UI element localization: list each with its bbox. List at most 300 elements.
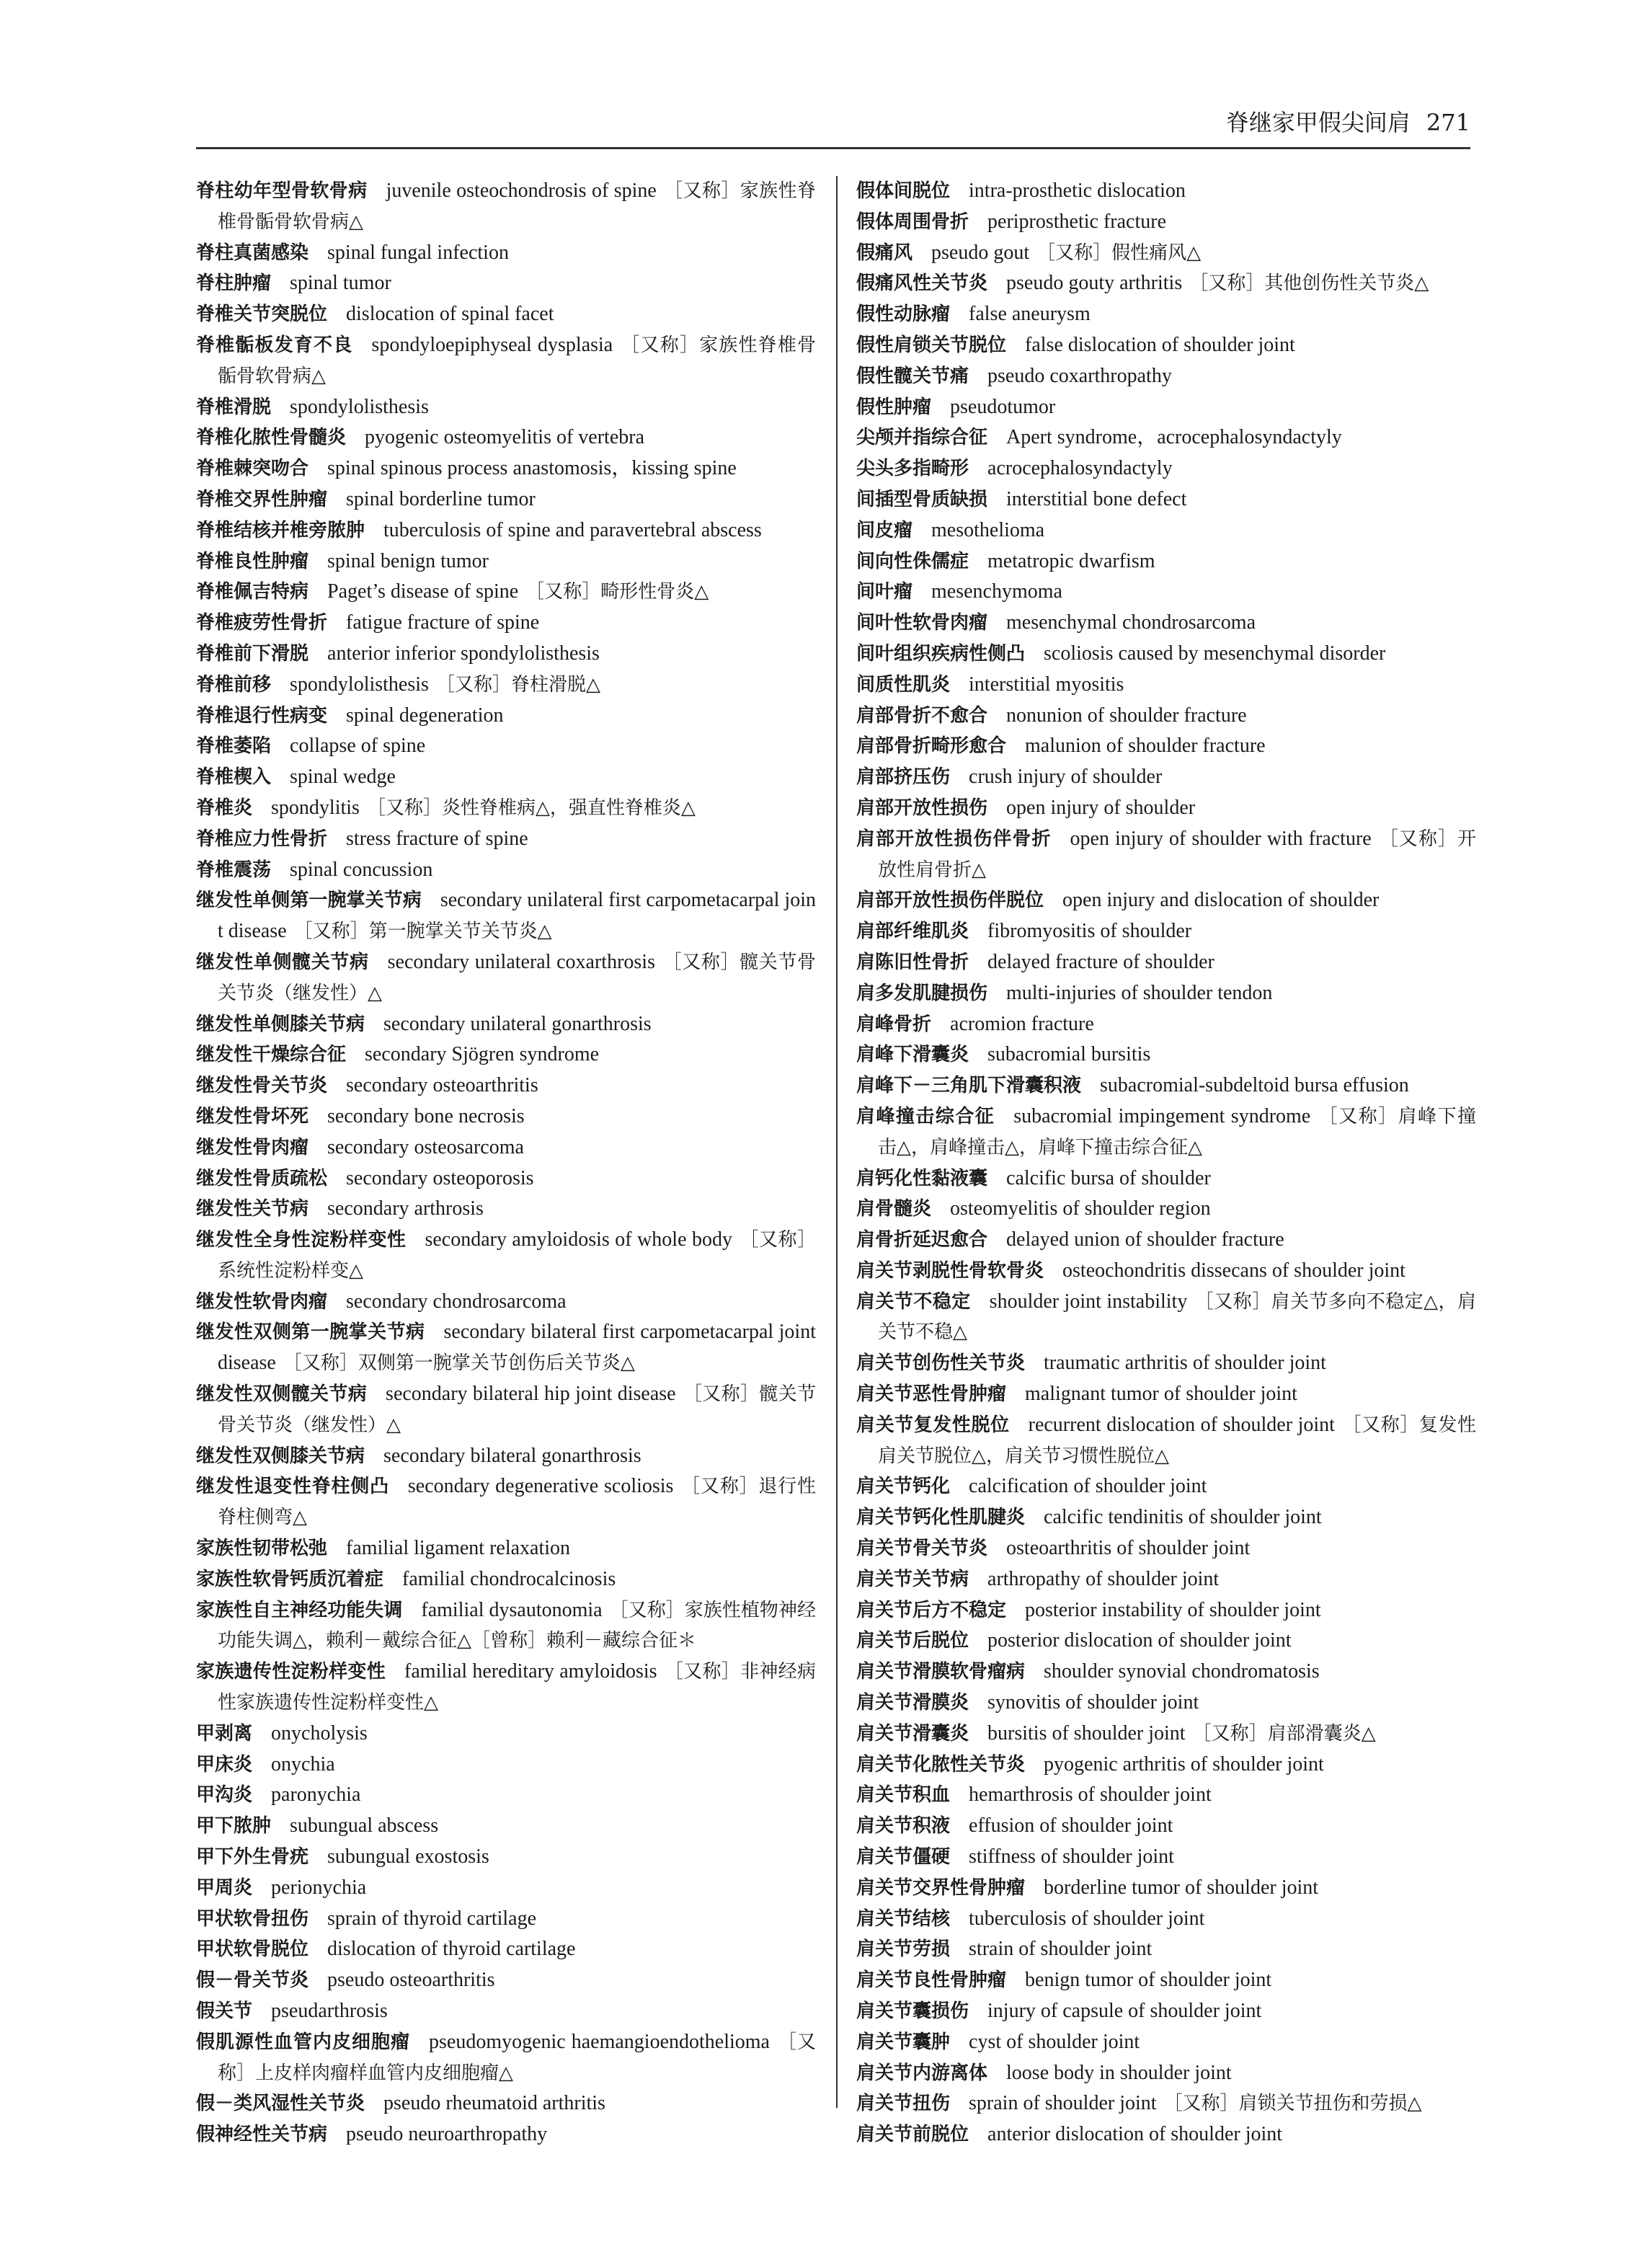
entry-english: familial hereditary amyloidosis (404, 1660, 657, 1683)
entry-term: 家族性软骨钙质沉着症 (196, 1568, 384, 1590)
glossary-entry (856, 1256, 1476, 1287)
glossary-entry (856, 238, 1476, 269)
glossary-entry (856, 916, 1476, 947)
entry-english: calcific tendinitis of shoulder joint (1044, 1506, 1322, 1529)
entry-term: 脊椎萎陷 (196, 735, 272, 758)
entry-term: 肩关节劳损 (856, 1938, 951, 1961)
entry-english: familial ligament relaxation (346, 1537, 571, 1560)
entry-note: ［又称］双侧第一腕掌关节创伤后关节炎△ (283, 1352, 635, 1375)
entry-english: open injury of shoulder with fracture (1070, 827, 1372, 850)
right-column (856, 176, 1476, 2150)
glossary-entry (856, 978, 1476, 1009)
glossary-entry (856, 824, 1476, 886)
entry-english: spinal spinous process anastomosis，kissing spine (327, 457, 737, 480)
glossary-entry (196, 1873, 816, 1904)
entry-term: 脊椎佩吉特病 (196, 581, 309, 603)
column-divider (836, 176, 838, 2108)
entry-term: 肩关节关节病 (856, 1568, 969, 1590)
glossary-entry (196, 1996, 816, 2027)
glossary-entry (196, 484, 816, 515)
glossary-entry (196, 577, 816, 608)
entry-english: pseudo rheumatoid arthritis (383, 2092, 605, 2115)
entry-english: pseudotumor (950, 395, 1056, 418)
glossary-entry (856, 1348, 1476, 1379)
entry-english: spinal tumor (290, 272, 391, 295)
glossary-entry (856, 1471, 1476, 1502)
entry-note: ［又称］非神经病性家族遗传性淀粉样变性△ (218, 1661, 816, 1714)
entry-english: secondary Sjögren syndrome (365, 1043, 600, 1066)
entry-note: ［又称］肩锁关节扭伤和劳损△ (1163, 2093, 1422, 2115)
entry-english: perionychia (271, 1876, 367, 1899)
entry-english: pyogenic arthritis of shoulder joint (1044, 1752, 1324, 1776)
glossary-entry (856, 793, 1476, 824)
entry-term: 肩关节剥脱性骨软骨炎 (856, 1259, 1044, 1282)
entry-english: secondary amyloidosis of whole body (425, 1228, 733, 1251)
entry-term: 继发性单侧髋关节病 (196, 951, 369, 973)
glossary-entry (196, 1225, 816, 1287)
entry-english: open injury and dislocation of shoulder (1062, 889, 1380, 912)
glossary-entry (856, 2027, 1476, 2058)
entry-english: multi-injuries of shoulder tendon (1006, 981, 1273, 1004)
glossary-entry (196, 731, 816, 762)
glossary-entry (196, 1657, 816, 1719)
entry-term: 肩关节扭伤 (856, 2093, 951, 2115)
glossary-entry (196, 762, 816, 793)
entry-english: onycholysis (271, 1721, 368, 1745)
glossary-entry (856, 1379, 1476, 1410)
entry-term: 肩关节良性骨肿瘤 (856, 1969, 1007, 1992)
entry-english: delayed union of shoulder fracture (1006, 1228, 1284, 1251)
entry-english: dislocation of thyroid cartilage (327, 1938, 576, 1961)
entry-note: ［又称］畸形性骨炎△ (525, 581, 709, 603)
glossary-entry (196, 2027, 816, 2089)
entry-term: 肩部骨折不愈合 (856, 704, 988, 727)
entry-english: hemarthrosis of shoulder joint (969, 1783, 1212, 1807)
entry-english: malunion of shoulder fracture (1025, 735, 1266, 758)
entry-english: anterior dislocation of shoulder joint (987, 2123, 1283, 2146)
glossary-entry (196, 1564, 816, 1595)
glossary-entry (196, 885, 816, 947)
entry-english: secondary arthrosis (327, 1197, 484, 1220)
entry-note: ［又称］肩峰下撞击△，肩峰撞击△，肩峰下撞击综合征△ (878, 1105, 1476, 1158)
entry-term: 继发性骨关节炎 (196, 1075, 328, 1097)
entry-term: 肩关节积液 (856, 1815, 951, 1838)
glossary-entry (856, 330, 1476, 361)
entry-english: borderline tumor of shoulder joint (1044, 1876, 1319, 1899)
entry-english: recurrent dislocation of shoulder joint (1028, 1413, 1335, 1436)
entry-english: sprain of shoulder joint (969, 2092, 1157, 2115)
entry-term: 甲床炎 (196, 1753, 253, 1776)
entry-term: 肩关节恶性骨肿瘤 (856, 1383, 1007, 1406)
glossary-entry (196, 299, 816, 330)
glossary-entry (856, 1842, 1476, 1873)
glossary-entry (856, 701, 1476, 732)
glossary-entry (856, 361, 1476, 392)
entry-english: familial dysautonomia (421, 1598, 603, 1621)
glossary-entry (196, 453, 816, 484)
glossary-entry (856, 1996, 1476, 2027)
entry-english: stiffness of shoulder joint (969, 1845, 1174, 1869)
entry-english: osteochondritis dissecans of shoulder joint (1062, 1259, 1405, 1282)
entry-term: 肩关节僵硬 (856, 1846, 951, 1869)
glossary-entry (856, 1163, 1476, 1194)
glossary-entry (856, 1688, 1476, 1719)
entry-note: ［又称］家族性脊椎骨骺骨软骨病△ (218, 334, 816, 387)
glossary-entry (856, 2119, 1476, 2150)
entry-term: 继发性骨坏死 (196, 1105, 309, 1127)
glossary-entry (196, 1379, 816, 1441)
glossary-entry (856, 670, 1476, 701)
glossary-entry (196, 1780, 816, 1811)
entry-term: 肩关节骨关节炎 (856, 1538, 988, 1560)
entry-term: 脊椎应力性骨折 (196, 828, 328, 850)
entry-term: 肩关节化脓性关节炎 (856, 1753, 1026, 1776)
entry-term: 脊椎结核并椎旁脓肿 (196, 519, 365, 541)
glossary-entry (856, 1719, 1476, 1750)
glossary-entry (856, 392, 1476, 423)
entry-english: onychia (271, 1752, 335, 1776)
entry-note: ［又称］髋关节骨关节炎（继发性）△ (218, 1383, 816, 1436)
glossary-entry (856, 1934, 1476, 1965)
entry-english: subungual exostosis (327, 1845, 489, 1869)
entry-english: intra-prosthetic dislocation (969, 179, 1186, 202)
left-column (196, 176, 816, 2150)
entry-english: spinal degeneration (346, 704, 504, 727)
entry-note: ［又称］髋关节骨关节炎（继发性）△ (218, 951, 816, 1004)
entry-note: ［又称］系统性淀粉样变△ (218, 1229, 816, 1282)
entry-english: pseudo neuroarthropathy (346, 2123, 548, 2146)
entry-term: 脊椎棘突吻合 (196, 458, 309, 480)
entry-english: shoulder joint instability (989, 1290, 1188, 1313)
entry-term: 肩关节滑囊炎 (856, 1722, 969, 1745)
entry-term: 假痛风性关节炎 (856, 272, 988, 295)
glossary-entry (856, 608, 1476, 639)
glossary-entry (196, 422, 816, 453)
entry-english: spinal wedge (290, 766, 396, 789)
entry-term: 假性肩锁关节脱位 (856, 334, 1007, 356)
entry-english: traumatic arthritis of shoulder joint (1044, 1352, 1326, 1375)
glossary-entry (196, 1132, 816, 1163)
entry-term: 脊椎炎 (196, 797, 253, 819)
glossary-entry (196, 1071, 816, 1102)
entry-english: mesenchymal chondrosarcoma (1006, 611, 1256, 634)
entry-term: 家族性自主神经功能失调 (196, 1599, 403, 1621)
glossary-entry (856, 1904, 1476, 1935)
glossary-entry (196, 1040, 816, 1071)
entry-english: pseudarthrosis (271, 2000, 388, 2023)
entry-english: secondary degenerative scoliosis (407, 1475, 674, 1498)
entry-english: interstitial bone defect (1006, 487, 1187, 510)
entry-term: 脊柱肿瘤 (196, 272, 272, 295)
entry-term: 肩关节积血 (856, 1784, 951, 1807)
entry-term: 继发性软骨肉瘤 (196, 1290, 328, 1313)
entry-english: secondary bone necrosis (327, 1104, 525, 1127)
entry-term: 肩峰下滑囊炎 (856, 1044, 969, 1066)
glossary-entry (196, 1719, 816, 1750)
entry-term: 假痛风 (856, 241, 913, 264)
entry-note: ［又称］退行性脊柱侧弯△ (218, 1476, 816, 1529)
glossary-entry (196, 176, 816, 238)
entry-term: 肩峰骨折 (856, 1013, 932, 1035)
entry-english: injury of capsule of shoulder joint (987, 2000, 1262, 2023)
glossary-entry (856, 1965, 1476, 1996)
entry-term: 继发性单侧第一腕掌关节病 (196, 890, 422, 912)
entry-english: cyst of shoulder joint (969, 2030, 1140, 2053)
entry-term: 脊椎滑脱 (196, 396, 272, 418)
entry-term: 脊椎前下滑脱 (196, 642, 309, 665)
entry-term: 假－类风湿性关节炎 (196, 2093, 365, 2115)
entry-term: 肩关节后脱位 (856, 1630, 969, 1652)
entry-term: 假神经性关节病 (196, 2124, 328, 2146)
glossary-entry (856, 2058, 1476, 2089)
entry-english: periprosthetic fracture (987, 210, 1166, 233)
glossary-entry (196, 1009, 816, 1040)
glossary-entry (856, 268, 1476, 299)
entry-english: secondary unilateral first carpometacarpal joint disease (218, 889, 816, 943)
entry-term: 甲周炎 (196, 1876, 253, 1899)
entry-term: 继发性双侧膝关节病 (196, 1445, 365, 1467)
entry-term: 继发性退变性脊柱侧凸 (196, 1476, 389, 1498)
entry-term: 继发性骨质疏松 (196, 1167, 328, 1189)
entry-english: spinal concussion (290, 858, 433, 881)
entry-note: ［又称］其他创伤性关节炎△ (1189, 272, 1429, 295)
entry-english: spinal benign tumor (327, 549, 489, 572)
entry-term: 间叶瘤 (856, 581, 913, 603)
entry-term: 间插型骨质缺损 (856, 488, 988, 510)
entry-term: 脊椎楔入 (196, 766, 272, 789)
glossary-entry (856, 1410, 1476, 1472)
glossary-entry (196, 1533, 816, 1564)
glossary-entry (856, 1502, 1476, 1533)
glossary-entry (856, 1750, 1476, 1781)
glossary-entry (196, 515, 816, 546)
entry-term: 脊椎交界性肿瘤 (196, 488, 328, 510)
glossary-entry (196, 1194, 816, 1225)
glossary-entry (856, 422, 1476, 453)
entry-term: 肩多发肌腱损伤 (856, 982, 988, 1004)
entry-term: 假性肿瘤 (856, 396, 932, 418)
entry-term: 脊椎关节突脱位 (196, 303, 328, 326)
entry-term: 肩关节前脱位 (856, 2124, 969, 2146)
entry-english: anterior inferior spondylolisthesis (327, 642, 600, 665)
entry-term: 继发性双侧髋关节病 (196, 1383, 368, 1406)
entry-english: osteoarthritis of shoulder joint (1006, 1537, 1251, 1560)
glossary-entry (856, 885, 1476, 916)
entry-term: 肩部开放性损伤 (856, 797, 988, 819)
entry-term: 继发性单侧膝关节病 (196, 1013, 365, 1035)
entry-english: Apert syndrome，acrocephalosyndactyly (1006, 426, 1342, 449)
glossary-entry (196, 1934, 816, 1965)
entry-note: ［又称］开放性肩骨折△ (878, 828, 1476, 881)
entry-term: 假体周围骨折 (856, 210, 969, 233)
entry-english: shoulder synovial chondromatosis (1044, 1660, 1320, 1683)
glossary-entry (196, 947, 816, 1009)
entry-english: subacromial bursitis (987, 1043, 1151, 1066)
entry-term: 肩关节囊损伤 (856, 2000, 969, 2023)
entry-english: stress fracture of spine (346, 827, 528, 850)
glossary-entry (856, 731, 1476, 762)
entry-english: secondary osteosarcoma (327, 1135, 524, 1158)
entry-term: 家族遗传性淀粉样变性 (196, 1661, 386, 1683)
entry-term: 继发性关节病 (196, 1198, 309, 1220)
entry-english: secondary bilateral gonarthrosis (383, 1444, 641, 1467)
entry-term: 间质性肌炎 (856, 673, 951, 696)
entry-english: open injury of shoulder (1006, 796, 1196, 819)
entry-term: 间皮瘤 (856, 519, 913, 541)
entry-english: scoliosis caused by mesenchymal disorder (1044, 642, 1386, 665)
entry-english: metatropic dwarfism (987, 549, 1155, 572)
entry-english: mesenchymoma (931, 580, 1062, 603)
entry-term: 尖颅并指综合征 (856, 427, 988, 449)
glossary-entry (856, 577, 1476, 608)
entry-english: secondary unilateral coxarthrosis (387, 950, 655, 973)
glossary-entry (856, 453, 1476, 484)
entry-english: mesothelioma (931, 518, 1045, 541)
glossary-entry (856, 484, 1476, 515)
entry-note: ［又称］复发性肩关节脱位△，肩关节习惯性脱位△ (878, 1414, 1476, 1467)
entry-term: 假性髋关节痛 (856, 365, 969, 387)
entry-term: 肩部挤压伤 (856, 766, 951, 789)
entry-term: 肩骨折延迟愈合 (856, 1229, 988, 1251)
entry-english: loose body in shoulder joint (1006, 2061, 1232, 2084)
entry-term: 脊椎良性肿瘤 (196, 550, 309, 572)
entry-term: 肩关节内游离体 (856, 2062, 988, 2084)
glossary-entry (856, 1564, 1476, 1595)
entry-term: 肩峰下－三角肌下滑囊积液 (856, 1075, 1082, 1097)
entry-term: 肩关节交界性骨肿瘤 (856, 1876, 1026, 1899)
glossary-entry (196, 793, 816, 824)
entry-english: calcific bursa of shoulder (1006, 1166, 1211, 1189)
entry-english: subacromial-subdeltoid bursa effusion (1100, 1074, 1409, 1097)
glossary-entry (196, 546, 816, 577)
entry-english: juvenile osteochondrosis of spine (386, 179, 657, 202)
page-header (196, 0, 1470, 149)
entry-term: 假性动脉瘤 (856, 303, 951, 326)
glossary-entry (196, 2088, 816, 2119)
entry-english: pseudo gout (931, 241, 1030, 264)
glossary-entry (196, 1287, 816, 1318)
entry-term: 间向性侏儒症 (856, 550, 969, 572)
glossary-entry (196, 670, 816, 701)
glossary-entry (856, 1040, 1476, 1071)
entry-english: nonunion of shoulder fracture (1006, 704, 1247, 727)
entry-term: 脊椎骺板发育不良 (196, 334, 353, 356)
entry-english: spondylitis (271, 796, 360, 819)
entry-term: 继发性双侧第一腕掌关节病 (196, 1321, 425, 1344)
entry-english: malignant tumor of shoulder joint (1025, 1383, 1297, 1406)
glossary-entry (196, 1163, 816, 1194)
entry-term: 肩关节后方不稳定 (856, 1599, 1007, 1621)
entry-english: effusion of shoulder joint (969, 1814, 1173, 1838)
entry-english: fibromyositis of shoulder (987, 920, 1192, 943)
entry-term: 甲剥离 (196, 1722, 253, 1745)
entry-english: tuberculosis of shoulder joint (969, 1907, 1205, 1930)
entry-term: 肩关节囊肿 (856, 2031, 951, 2053)
entry-english: spinal fungal infection (327, 241, 509, 264)
glossary-entry (196, 1750, 816, 1781)
entry-term: 肩部骨折畸形愈合 (856, 735, 1007, 758)
glossary-entry (196, 639, 816, 670)
entry-english: familial chondrocalcinosis (402, 1567, 616, 1590)
entry-english: collapse of spine (290, 735, 426, 758)
glossary-entry (196, 1441, 816, 1472)
entry-english: paronychia (271, 1783, 361, 1807)
glossary-entry (196, 1842, 816, 1873)
glossary-entry (196, 1102, 816, 1132)
glossary-entry (856, 1533, 1476, 1564)
entry-english: secondary bilateral hip joint disease (386, 1383, 676, 1406)
entry-english: spondylolisthesis (290, 673, 429, 696)
glossary-entry (196, 855, 816, 886)
entry-english: tuberculosis of spine and paravertebral abscess (383, 518, 762, 541)
entry-note: ［又称］脊柱滑脱△ (435, 673, 600, 696)
entry-english: pyogenic osteomyelitis of vertebra (365, 426, 645, 449)
glossary-entry (856, 1657, 1476, 1688)
entry-term: 脊柱真菌感染 (196, 241, 309, 264)
entry-term: 肩关节结核 (856, 1907, 951, 1930)
entry-english: benign tumor of shoulder joint (1025, 1969, 1272, 1992)
glossary-entry (196, 1811, 816, 1842)
entry-note: ［又称］家族性植物神经功能失调△，赖利－戴综合征△［曾称］赖利－藏综合征＊ (218, 1599, 816, 1652)
entry-term: 脊椎疲劳性骨折 (196, 612, 328, 634)
glossary-entry (196, 238, 816, 269)
glossary-entry (196, 824, 816, 855)
entry-term: 肩陈旧性骨折 (856, 951, 969, 973)
glossary-entry (856, 639, 1476, 670)
entry-english: pseudo gouty arthritis (1006, 272, 1183, 295)
entry-english: spondylolisthesis (290, 395, 429, 418)
glossary-entry (856, 515, 1476, 546)
entry-note: ［又称］家族性脊椎骨骺骨软骨病△ (218, 180, 816, 233)
glossary-entry (856, 1009, 1476, 1040)
page-number: 271 (1426, 109, 1470, 136)
entry-term: 假体间脱位 (856, 180, 951, 202)
entry-english: false aneurysm (969, 303, 1091, 326)
entry-english: subungual abscess (290, 1814, 439, 1838)
entry-english: calcification of shoulder joint (969, 1475, 1207, 1498)
entry-english: acromion fracture (950, 1012, 1094, 1035)
glossary-entry (856, 299, 1476, 330)
glossary-entry (856, 1873, 1476, 1904)
entry-term: 家族性韧带松弛 (196, 1538, 328, 1560)
glossary-entry (856, 1595, 1476, 1626)
entry-term: 肩关节钙化性肌腱炎 (856, 1507, 1026, 1529)
glossary-entry (196, 701, 816, 732)
entry-term: 间叶性软骨肉瘤 (856, 612, 988, 634)
entry-english: false dislocation of shoulder joint (1025, 333, 1295, 356)
entry-term: 脊椎退行性病变 (196, 704, 328, 727)
entry-term: 脊椎震荡 (196, 859, 272, 881)
entry-english: pseudo osteoarthritis (327, 1969, 495, 1992)
entry-term: 间叶组织疾病性侧凸 (856, 642, 1026, 665)
entry-english: secondary bilateral first carpometacarpal joint disease (218, 1321, 816, 1375)
entry-term: 肩部开放性损伤伴脱位 (856, 890, 1044, 912)
entry-english: spinal borderline tumor (346, 487, 536, 510)
entry-term: 肩关节滑膜软骨瘤病 (856, 1661, 1026, 1683)
entry-note: ［又称］炎性脊椎病△，强直性脊椎炎△ (366, 797, 696, 819)
entry-english: osteomyelitis of shoulder region (950, 1197, 1211, 1220)
glossary-entry (856, 176, 1476, 207)
entry-note: ［又称］肩部滑囊炎△ (1192, 1722, 1376, 1745)
entry-term: 假关节 (196, 2000, 253, 2023)
glossary-entry (856, 1102, 1476, 1163)
entry-english: subacromial impingement syndrome (1013, 1104, 1311, 1127)
entry-english: secondary osteoporosis (346, 1166, 534, 1189)
entry-term: 甲状软骨扭伤 (196, 1907, 309, 1930)
entry-english: acrocephalosyndactyly (987, 457, 1173, 480)
glossary-entry (856, 546, 1476, 577)
entry-english: pseudo coxarthropathy (987, 364, 1172, 387)
